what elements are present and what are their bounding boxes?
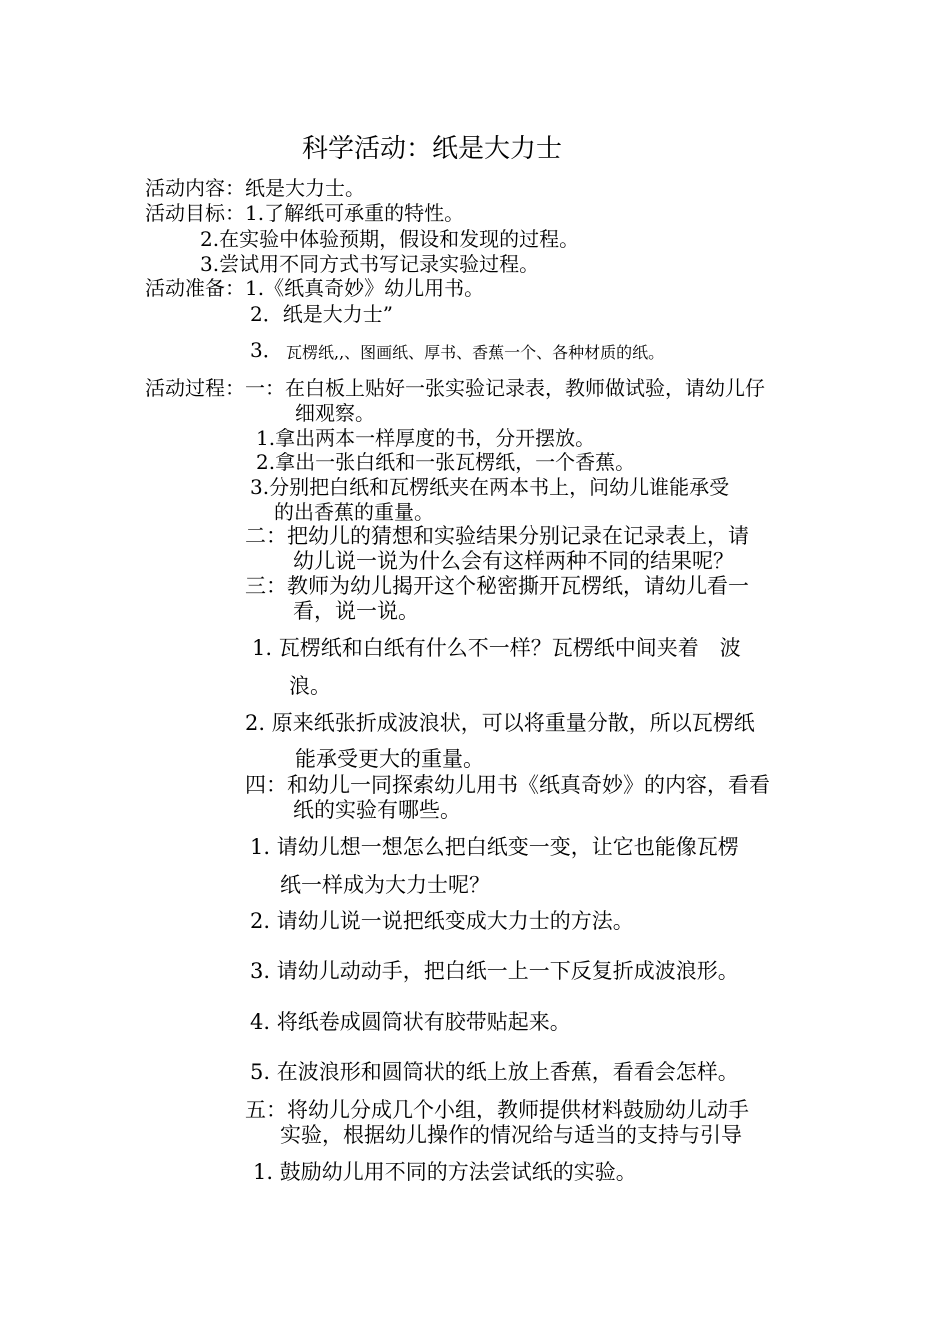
process-1-step-3-line-2: 的出香蕉的重量。 bbox=[274, 500, 434, 524]
process-3-step-2-line-2: 能承受更大的重量。 bbox=[295, 747, 484, 771]
process-3-step-2-line-1: 2. 原来纸张折成波浪状，可以将重量分散，所以瓦楞纸 bbox=[245, 711, 755, 735]
process-4-step-1-line-1: 1. 请幼儿想一想怎么把白纸变一变，让它也能像瓦楞 bbox=[250, 835, 739, 859]
process-2-line-2: 幼儿说一说为什么会有这样两种不同的结果呢？ bbox=[293, 549, 734, 573]
process-4-step-5: 5. 在波浪形和圆筒状的纸上放上香蕉，看看会怎样。 bbox=[250, 1060, 739, 1084]
process-1-line-2: 细观察。 bbox=[295, 401, 375, 425]
activity-goal-3: 3.尝试用不同方式书写记录实验过程。 bbox=[200, 252, 540, 276]
process-3-step-1-line-1: 1. 瓦楞纸和白纸有什么不一样？瓦楞纸中间夹着 波 bbox=[252, 636, 741, 660]
activity-prep-3-number: 3． bbox=[250, 338, 283, 362]
process-1-step-3-line-1: 3.分别把白纸和瓦楞纸夹在两本书上，问幼儿谁能承受 bbox=[250, 475, 730, 499]
process-5-line-2: 实验，根据幼儿操作的情况给与适当的支持与引导 bbox=[280, 1123, 742, 1147]
page-title: 科学活动：纸是大力士 bbox=[302, 134, 563, 164]
process-4-step-1-line-2: 纸一样成为大力士呢？ bbox=[280, 873, 490, 897]
activity-goal-2: 2.在实验中体验预期，假设和发现的过程。 bbox=[200, 227, 580, 251]
activity-prep-1: 活动准备：1.《纸真奇妙》幼儿用书。 bbox=[145, 276, 485, 300]
process-1-step-1: 1.拿出两本一样厚度的书，分开摆放。 bbox=[256, 426, 596, 450]
process-1-line-1: 活动过程：一：在白板上贴好一张实验记录表，教师做试验，请幼儿仔 bbox=[145, 376, 765, 400]
activity-prep-3-text: 瓦楞纸,,、图画纸、厚书、香蕉一个、各种材质的纸。 bbox=[286, 343, 665, 362]
activity-content: 活动内容：纸是大力士。 bbox=[145, 176, 365, 200]
process-4-line-2: 纸的实验有哪些。 bbox=[293, 798, 461, 822]
process-3-line-1: 三：教师为幼儿揭开这个秘密撕开瓦楞纸，请幼儿看一 bbox=[245, 574, 749, 598]
process-5-step-1: 1. 鼓励幼儿用不同的方法尝试纸的实验。 bbox=[253, 1160, 637, 1184]
process-4-step-4: 4. 将纸卷成圆筒状有胶带贴起来。 bbox=[250, 1010, 571, 1034]
process-4-step-3: 3. 请幼儿动动手，把白纸一上一下反复折成波浪形。 bbox=[250, 959, 739, 983]
process-3-line-2: 看，说一说。 bbox=[293, 599, 419, 623]
process-4-step-2: 2. 请幼儿说一说把纸变成大力士的方法。 bbox=[250, 909, 634, 933]
process-2-line-1: 二：把幼儿的猜想和实验结果分别记录在记录表上，请 bbox=[245, 524, 749, 548]
activity-prep-2: 2．纸是大力士” bbox=[250, 302, 393, 326]
process-5-line-1: 五：将幼儿分成几个小组，教师提供材料鼓励幼儿动手 bbox=[245, 1098, 749, 1122]
process-1-step-2: 2.拿出一张白纸和一张瓦楞纸，一个香蕉。 bbox=[256, 450, 636, 474]
process-3-step-1-line-2: 浪。 bbox=[289, 674, 331, 698]
process-4-line-1: 四：和幼儿一同探索幼儿用书《纸真奇妙》的内容，看看 bbox=[245, 773, 770, 797]
activity-goal-1: 活动目标：1.了解纸可承重的特性。 bbox=[145, 201, 465, 225]
